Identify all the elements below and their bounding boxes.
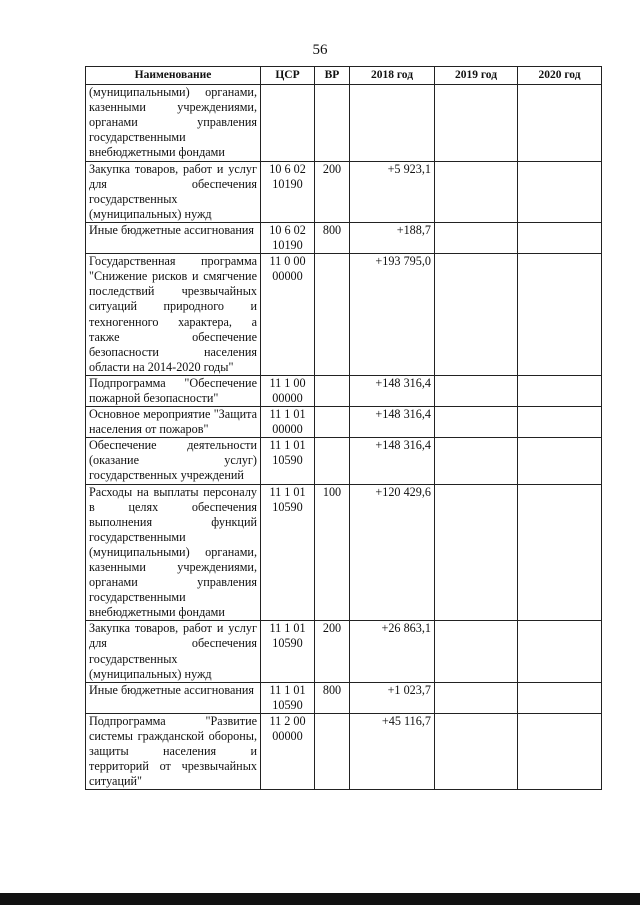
cell-csr: 10 6 02 10190 [261,161,315,222]
cell-name: Обеспечение деятельности (оказание услуг) государственных учреждений [86,438,261,484]
cell-vr [315,85,350,161]
column-header-2020: 2020 год [518,67,602,85]
table-row [86,682,602,713]
table-row [86,438,602,484]
cell-csr: 11 1 01 10590 [261,438,315,484]
cell-2018: +148 316,4 [350,375,435,406]
budget-table [85,66,602,790]
column-header-csr: ЦСР [261,67,315,85]
cell-2019 [435,621,518,682]
cell-2020 [518,161,602,222]
cell-2018: +193 795,0 [350,254,435,376]
table-row [86,484,602,621]
column-header-2018: 2018 год [350,67,435,85]
cell-vr [315,375,350,406]
cell-csr: 11 0 00 00000 [261,254,315,376]
cell-2020 [518,254,602,376]
cell-2019 [435,407,518,438]
cell-2020 [518,713,602,789]
cell-csr: 11 1 01 10590 [261,682,315,713]
cell-2020 [518,621,602,682]
table-row [86,161,602,222]
cell-csr: 11 1 00 00000 [261,375,315,406]
cell-2020 [518,438,602,484]
table-row [86,407,602,438]
page-number: 56 [312,42,328,58]
cell-vr [315,713,350,789]
cell-csr: 10 6 02 10190 [261,222,315,253]
cell-2019 [435,438,518,484]
cell-name: Основное мероприятие "Защита населения от пожаров" [86,407,261,438]
cell-name: Подпрограмма "Развитие системы гражданской обороны, защиты населения и территорий от чрезвычайных ситуаций" [86,713,261,789]
cell-name: Иные бюджетные ассигнования [86,682,261,713]
cell-name: Закупка товаров, работ и услуг для обеспечения государственных (муниципальных) нужд [86,161,261,222]
table-header-row [86,67,602,85]
column-header-name: Наименование [86,67,261,85]
cell-2018: +148 316,4 [350,438,435,484]
table-row [86,621,602,682]
cell-2019 [435,161,518,222]
cell-name: Подпрограмма "Обеспечение пожарной безопасности" [86,375,261,406]
cell-2018 [350,85,435,161]
cell-name: Расходы на выплаты персоналу в целях обеспечения выполнения функций государственными (муниципальными) органами, казенными учреждениями, органами управления государственными внебюджетными фондами [86,484,261,621]
cell-2018: +5 923,1 [350,161,435,222]
cell-csr: 11 1 01 00000 [261,407,315,438]
cell-2019 [435,375,518,406]
cell-name: Государственная программа "Снижение рисков и смягчение последствий чрезвычайных ситуаций природного и техногенного характера, а также обеспечение безопасности населения области на 2014-2020 годы" [86,254,261,376]
cell-2018: +188,7 [350,222,435,253]
cell-2018: +1 023,7 [350,682,435,713]
cell-2018: +120 429,6 [350,484,435,621]
table-row [86,375,602,406]
column-header-2019: 2019 год [435,67,518,85]
cell-csr: 11 1 01 10590 [261,621,315,682]
cell-2020 [518,682,602,713]
table-row [86,254,602,376]
cell-name: Иные бюджетные ассигнования [86,222,261,253]
cell-2020 [518,407,602,438]
cell-vr [315,438,350,484]
cell-2020 [518,484,602,621]
cell-csr: 11 2 00 00000 [261,713,315,789]
cell-csr: 11 1 01 10590 [261,484,315,621]
cell-2020 [518,222,602,253]
cell-vr [315,254,350,376]
cell-2019 [435,682,518,713]
column-header-vr: ВР [315,67,350,85]
cell-vr [315,407,350,438]
table-row [86,222,602,253]
table-row [86,85,602,161]
cell-2018: +45 116,7 [350,713,435,789]
cell-2020 [518,85,602,161]
cell-2019 [435,85,518,161]
cell-2018: +148 316,4 [350,407,435,438]
cell-vr: 100 [315,484,350,621]
table-row [86,713,602,789]
cell-2019 [435,484,518,621]
cell-vr: 200 [315,161,350,222]
cell-vr: 200 [315,621,350,682]
cell-name: (муниципальными) органами, казенными учреждениями, органами управления государственными внебюджетными фондами [86,85,261,161]
cell-name: Закупка товаров, работ и услуг для обеспечения государственных (муниципальных) нужд [86,621,261,682]
scan-edge [0,893,640,905]
cell-vr: 800 [315,682,350,713]
cell-csr [261,85,315,161]
cell-2018: +26 863,1 [350,621,435,682]
table-body [86,85,602,790]
cell-2019 [435,254,518,376]
cell-vr: 800 [315,222,350,253]
cell-2019 [435,713,518,789]
cell-2020 [518,375,602,406]
cell-2019 [435,222,518,253]
